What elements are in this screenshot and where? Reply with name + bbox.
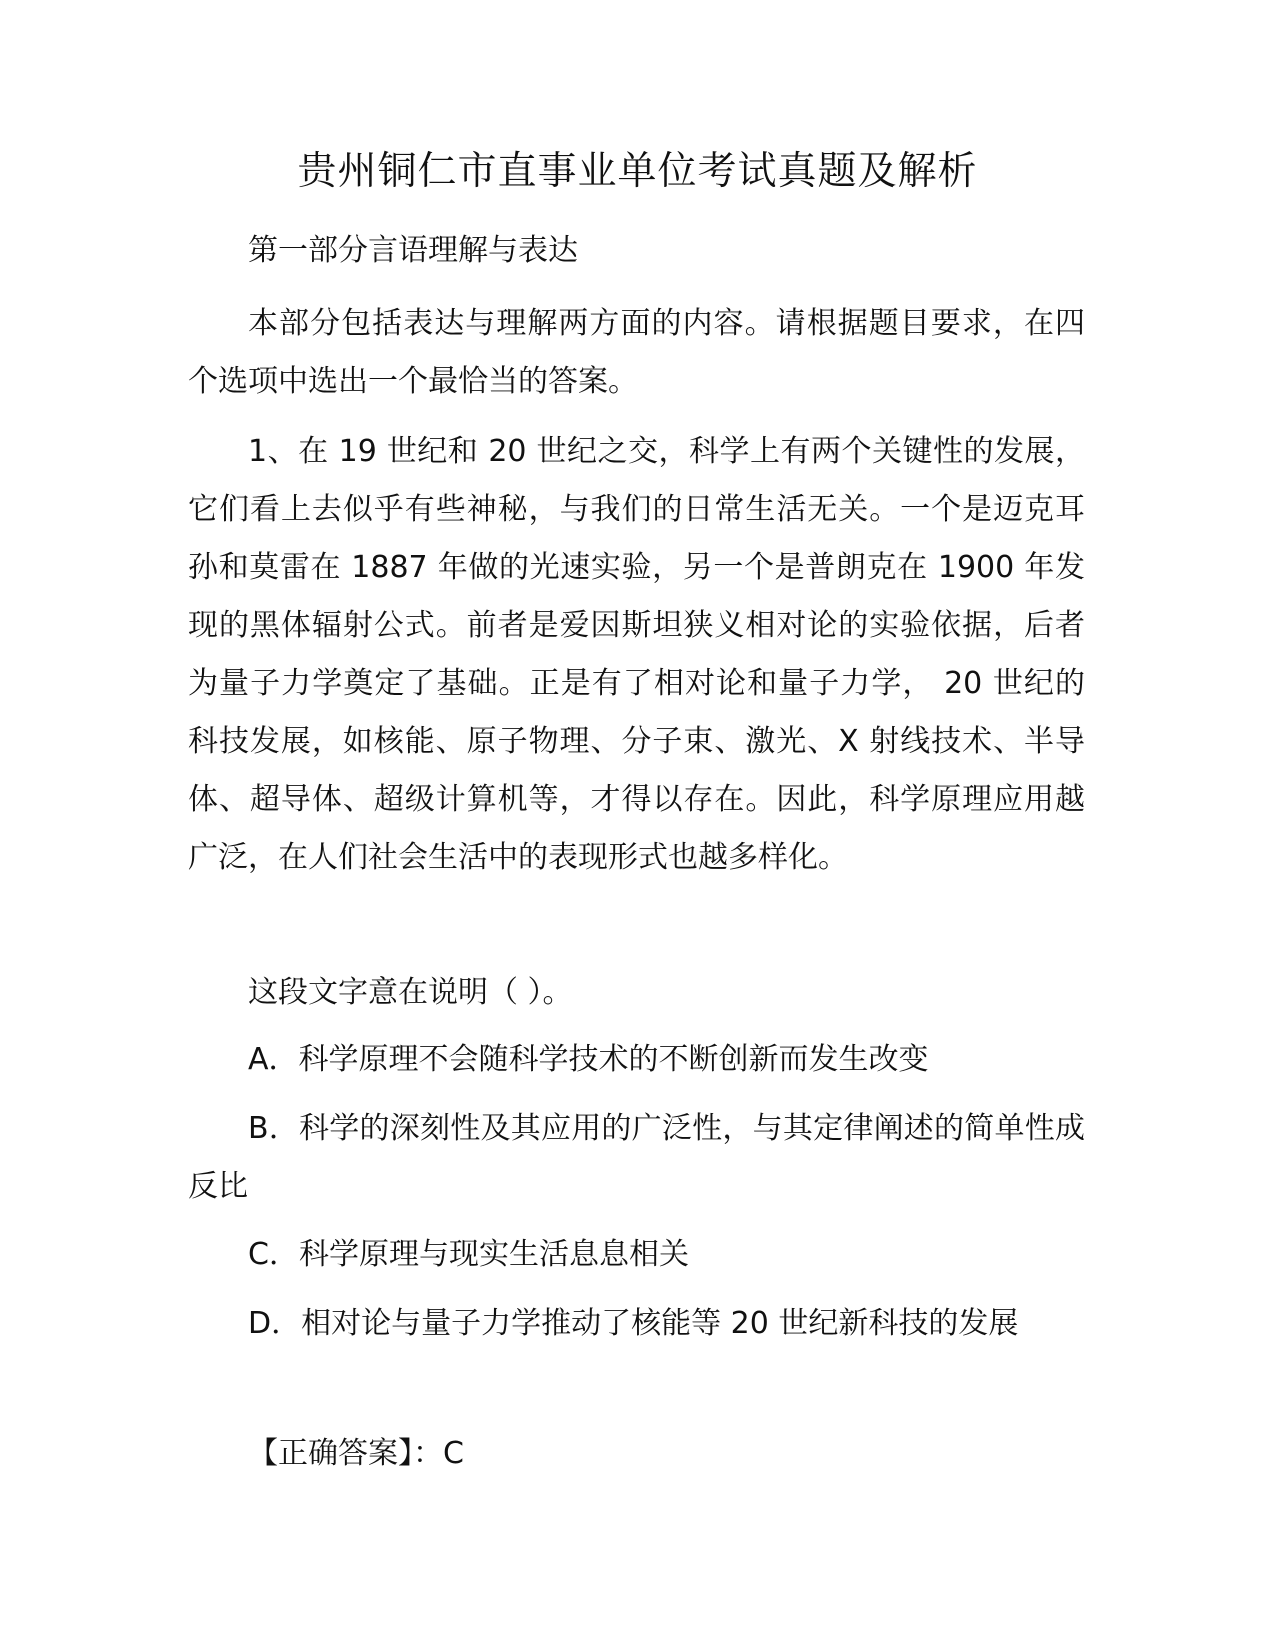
correct-answer-value: ：C [413, 1436, 464, 1471]
section-intro: 本部分包括表达与理解两方面的内容。请根据题目要求，在四个选项中选出一个最恰当的答案。 [188, 306, 1085, 399]
option-b: B．科学的深刻性及其应用的广泛性，与其定律阐述的简单性成反比 [188, 1111, 1085, 1204]
option-c: C．科学原理与现实生活息息相关 [248, 1237, 689, 1272]
question-stem: 1、在 19 世纪和 20 世纪之交，科学上有两个关键性的发展，它们看上去似乎有些神秘，与我们的日常生活无关。一个是迈克耳孙和莫雷在 1887 年做的光速实验，另一个是普朗克在 1900 年发现的黑体辐射公式。前者是爱因斯坦狭义相对论的实验依据，后者为量子力学奠定了基础。正是有了相对论和量子力学， 20 世纪的科技发展，如核能、原子物理、分子束、激光、X 射线技术、半导体、超导体、超级计算机等，才得以存在。因此，科学原理应用越广泛，在人们社会生活中的表现形式也越多样化。 [188, 434, 1085, 875]
correct-answer [188, 1425, 1085, 1483]
option-d: D．相对论与量子力学推动了核能等 20 世纪新科技的发展 [248, 1306, 1019, 1341]
correct-answer-label: 【正确答案】 [248, 1436, 413, 1471]
section-heading: 第一部分言语理解与表达 [248, 233, 578, 268]
document-title: 贵州铜仁市直事业单位考试真题及解析 [297, 149, 978, 194]
question-prompt: 这段文字意在说明（ ）。 [248, 975, 573, 1010]
option-a: A．科学原理不会随科学技术的不断创新而发生改变 [248, 1042, 929, 1077]
